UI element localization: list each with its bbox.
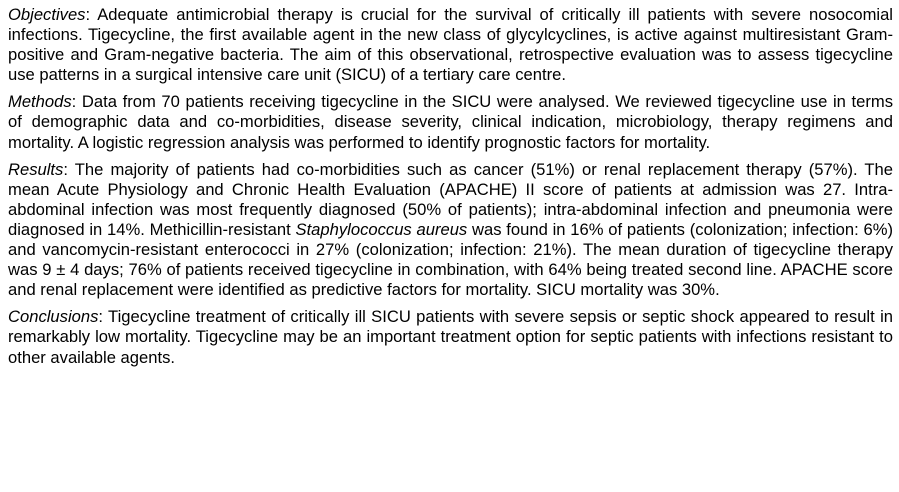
results-text-part1: : The majority of patients had co-morbidities such as cancer (51%) or renal replacement therapy (57%). The mean Acute Physiology and Chronic Health Evaluation (APACHE) II score of patients at admission was 27. Intra-abdominal infection was most frequently diagnosed (50% of patients); intra-abdominal infection and pneumonia were diagnosed in 14%. Methicillin-resistant	[8, 159, 893, 239]
methods-label: Methods	[8, 92, 72, 112]
objectives-paragraph	[8, 5, 893, 85]
results-text-part2: was found in 16% of patients (colonization; infection: 6%) and vancomycin-resistant enterococci in 27% (colonization; infection: 21%). The mean duration of tigecycline therapy was 9 ± 4 days; 76% of patients received tigecycline in combination, with 64% being treated second line. APACHE score and renal replacement were identified as predictive factors for mortality. SICU mortality was 30%.	[8, 219, 893, 300]
methods-paragraph	[8, 92, 893, 152]
objectives-label: Objectives	[8, 5, 86, 24]
results-label: Results	[8, 159, 64, 179]
species-name: Staphylococcus aureus	[295, 219, 468, 239]
conclusions-paragraph	[8, 307, 893, 367]
conclusions-text: : Tigecycline treatment of critically ill SICU patients with severe sepsis or septic shock appeared to result in remarkably low mortality. Tigecycline may be an important treatment option for septic patients with infections resistant to other available agents.	[8, 307, 893, 367]
conclusions-label: Conclusions	[8, 307, 99, 327]
results-paragraph	[8, 160, 893, 301]
methods-text: : Data from 70 patients receiving tigecycline in the SICU were analysed. We reviewed tigecycline use in terms of demographic data and co-morbidities, disease severity, clinical indication, microbiology, therapy regimens and mortality. A logistic regression analysis was performed to identify prognostic factors for mortality.	[8, 92, 893, 152]
objectives-text: : Adequate antimicrobial therapy is crucial for the survival of critically ill patients with severe nosocomial infections. Tigecycline, the first available agent in the new class of glycylcyclines, is active against multiresistant Gram-positive and Gram-negative bacteria. The aim of this observational, retrospective evaluation was to assess tigecycline use patterns in a surgical intensive care unit (SICU) of a tertiary care centre.	[8, 5, 893, 85]
